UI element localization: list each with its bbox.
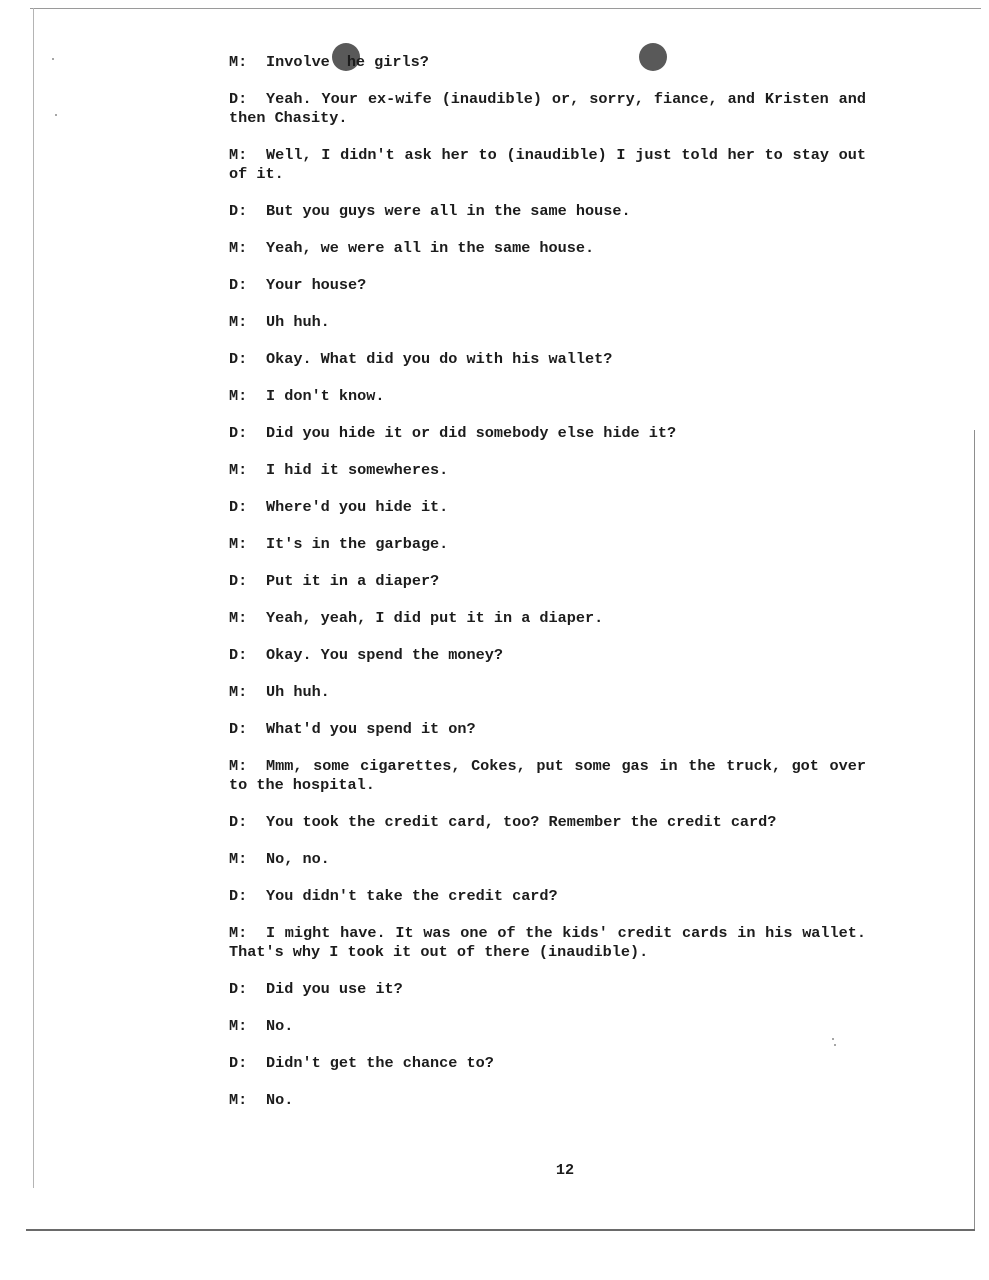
transcript-line (229, 498, 866, 517)
right-border-line (974, 430, 975, 1230)
line-text: But you guys were all in the same house. (266, 202, 631, 220)
line-text: I might have. It was one of the kids' credit cards in his wallet. That's why I took it out of there (inaudible). (229, 924, 866, 961)
left-border-line (33, 8, 34, 1188)
transcript-line (229, 646, 866, 665)
top-border-line (30, 8, 981, 9)
speaker-label: M: (229, 757, 248, 775)
speaker-label: D: (229, 980, 248, 998)
transcript-line (229, 1017, 866, 1036)
line-text: Yeah, we were all in the same house. (266, 239, 595, 257)
transcript-line (229, 850, 866, 869)
line-text: Mmm, some cigarettes, Cokes, put some gas in the truck, got over to the hospital. (229, 757, 866, 794)
transcript-line (229, 424, 866, 443)
speaker-label: M: (229, 535, 248, 553)
transcript-line (229, 683, 866, 702)
line-text: I don't know. (266, 387, 385, 405)
transcript-line (229, 239, 866, 258)
line-text: No. (266, 1091, 294, 1109)
line-text: You took the credit card, too? Remember the credit card? (266, 813, 777, 831)
transcript-line (229, 887, 866, 906)
line-text: Involve (266, 53, 330, 71)
speaker-label: M: (229, 387, 248, 405)
line-text: You didn't take the credit card? (266, 887, 558, 905)
speaker-label: D: (229, 202, 248, 220)
line-text: Okay. What did you do with his wallet? (266, 350, 613, 368)
speaker-label: M: (229, 313, 248, 331)
line-text: No, no. (266, 850, 330, 868)
line-text: Yeah. Your ex-wife (inaudible) or, sorry, fiance, and Kristen and then Chasity. (229, 90, 866, 127)
line-text: Put it in a diaper? (266, 572, 440, 590)
transcript-line (229, 757, 866, 795)
speaker-label: M: (229, 609, 248, 627)
speaker-label: D: (229, 887, 248, 905)
transcript-line (229, 980, 866, 999)
transcript-line (229, 924, 866, 962)
speaker-label: D: (229, 646, 248, 664)
transcript-line (229, 1054, 866, 1073)
speaker-label: D: (229, 90, 248, 108)
speaker-label: D: (229, 424, 248, 442)
speaker-label: M: (229, 53, 248, 71)
transcript-line (229, 461, 866, 480)
speaker-label: M: (229, 461, 248, 479)
line-text: Your house? (266, 276, 367, 294)
line-text: What'd you spend it on? (266, 720, 476, 738)
transcript-line (229, 276, 866, 295)
speaker-label: M: (229, 146, 248, 164)
transcript-line (229, 313, 866, 332)
speaker-label: M: (229, 850, 248, 868)
transcript-line (229, 202, 866, 221)
transcript-line (229, 90, 866, 128)
speaker-label: M: (229, 239, 248, 257)
line-text: Where'd you hide it. (266, 498, 449, 516)
transcript-line (229, 146, 866, 184)
speaker-label: M: (229, 1017, 248, 1035)
line-text: Did you hide it or did somebody else hide it? (266, 424, 677, 442)
speaker-label: M: (229, 1091, 248, 1109)
transcript-line (229, 720, 866, 739)
scan-speck (55, 114, 57, 116)
line-text: It's in the garbage. (266, 535, 449, 553)
line-text: Yeah, yeah, I did put it in a diaper. (266, 609, 604, 627)
transcript-line (229, 1091, 866, 1110)
line-text: Did you use it? (266, 980, 403, 998)
page-number: 12 (555, 1161, 575, 1179)
transcript-line (229, 535, 866, 554)
transcript-line (229, 53, 866, 72)
speaker-label: D: (229, 276, 248, 294)
transcript-line (229, 387, 866, 406)
transcript-line (229, 813, 866, 832)
line-text: Didn't get the chance to? (266, 1054, 494, 1072)
line-text: No. (266, 1017, 294, 1035)
line-text-continued: he girls? (346, 53, 429, 71)
speaker-label: M: (229, 924, 248, 942)
speaker-label: M: (229, 683, 248, 701)
speaker-label: D: (229, 813, 248, 831)
speaker-label: D: (229, 1054, 248, 1072)
scan-speck (52, 58, 54, 60)
speaker-label: D: (229, 572, 248, 590)
line-text: Okay. You spend the money? (266, 646, 503, 664)
line-text: Well, I didn't ask her to (inaudible) I just told her to stay out of it. (229, 146, 866, 183)
line-text: I hid it somewheres. (266, 461, 449, 479)
line-text: Uh huh. (266, 313, 330, 331)
transcript-line (229, 572, 866, 591)
bottom-border-line (26, 1229, 975, 1231)
transcript-line (229, 609, 866, 628)
speaker-label: D: (229, 720, 248, 738)
speaker-label: D: (229, 498, 248, 516)
transcript-line (229, 350, 866, 369)
transcript-body (229, 53, 866, 1110)
speaker-label: D: (229, 350, 248, 368)
line-text: Uh huh. (266, 683, 330, 701)
